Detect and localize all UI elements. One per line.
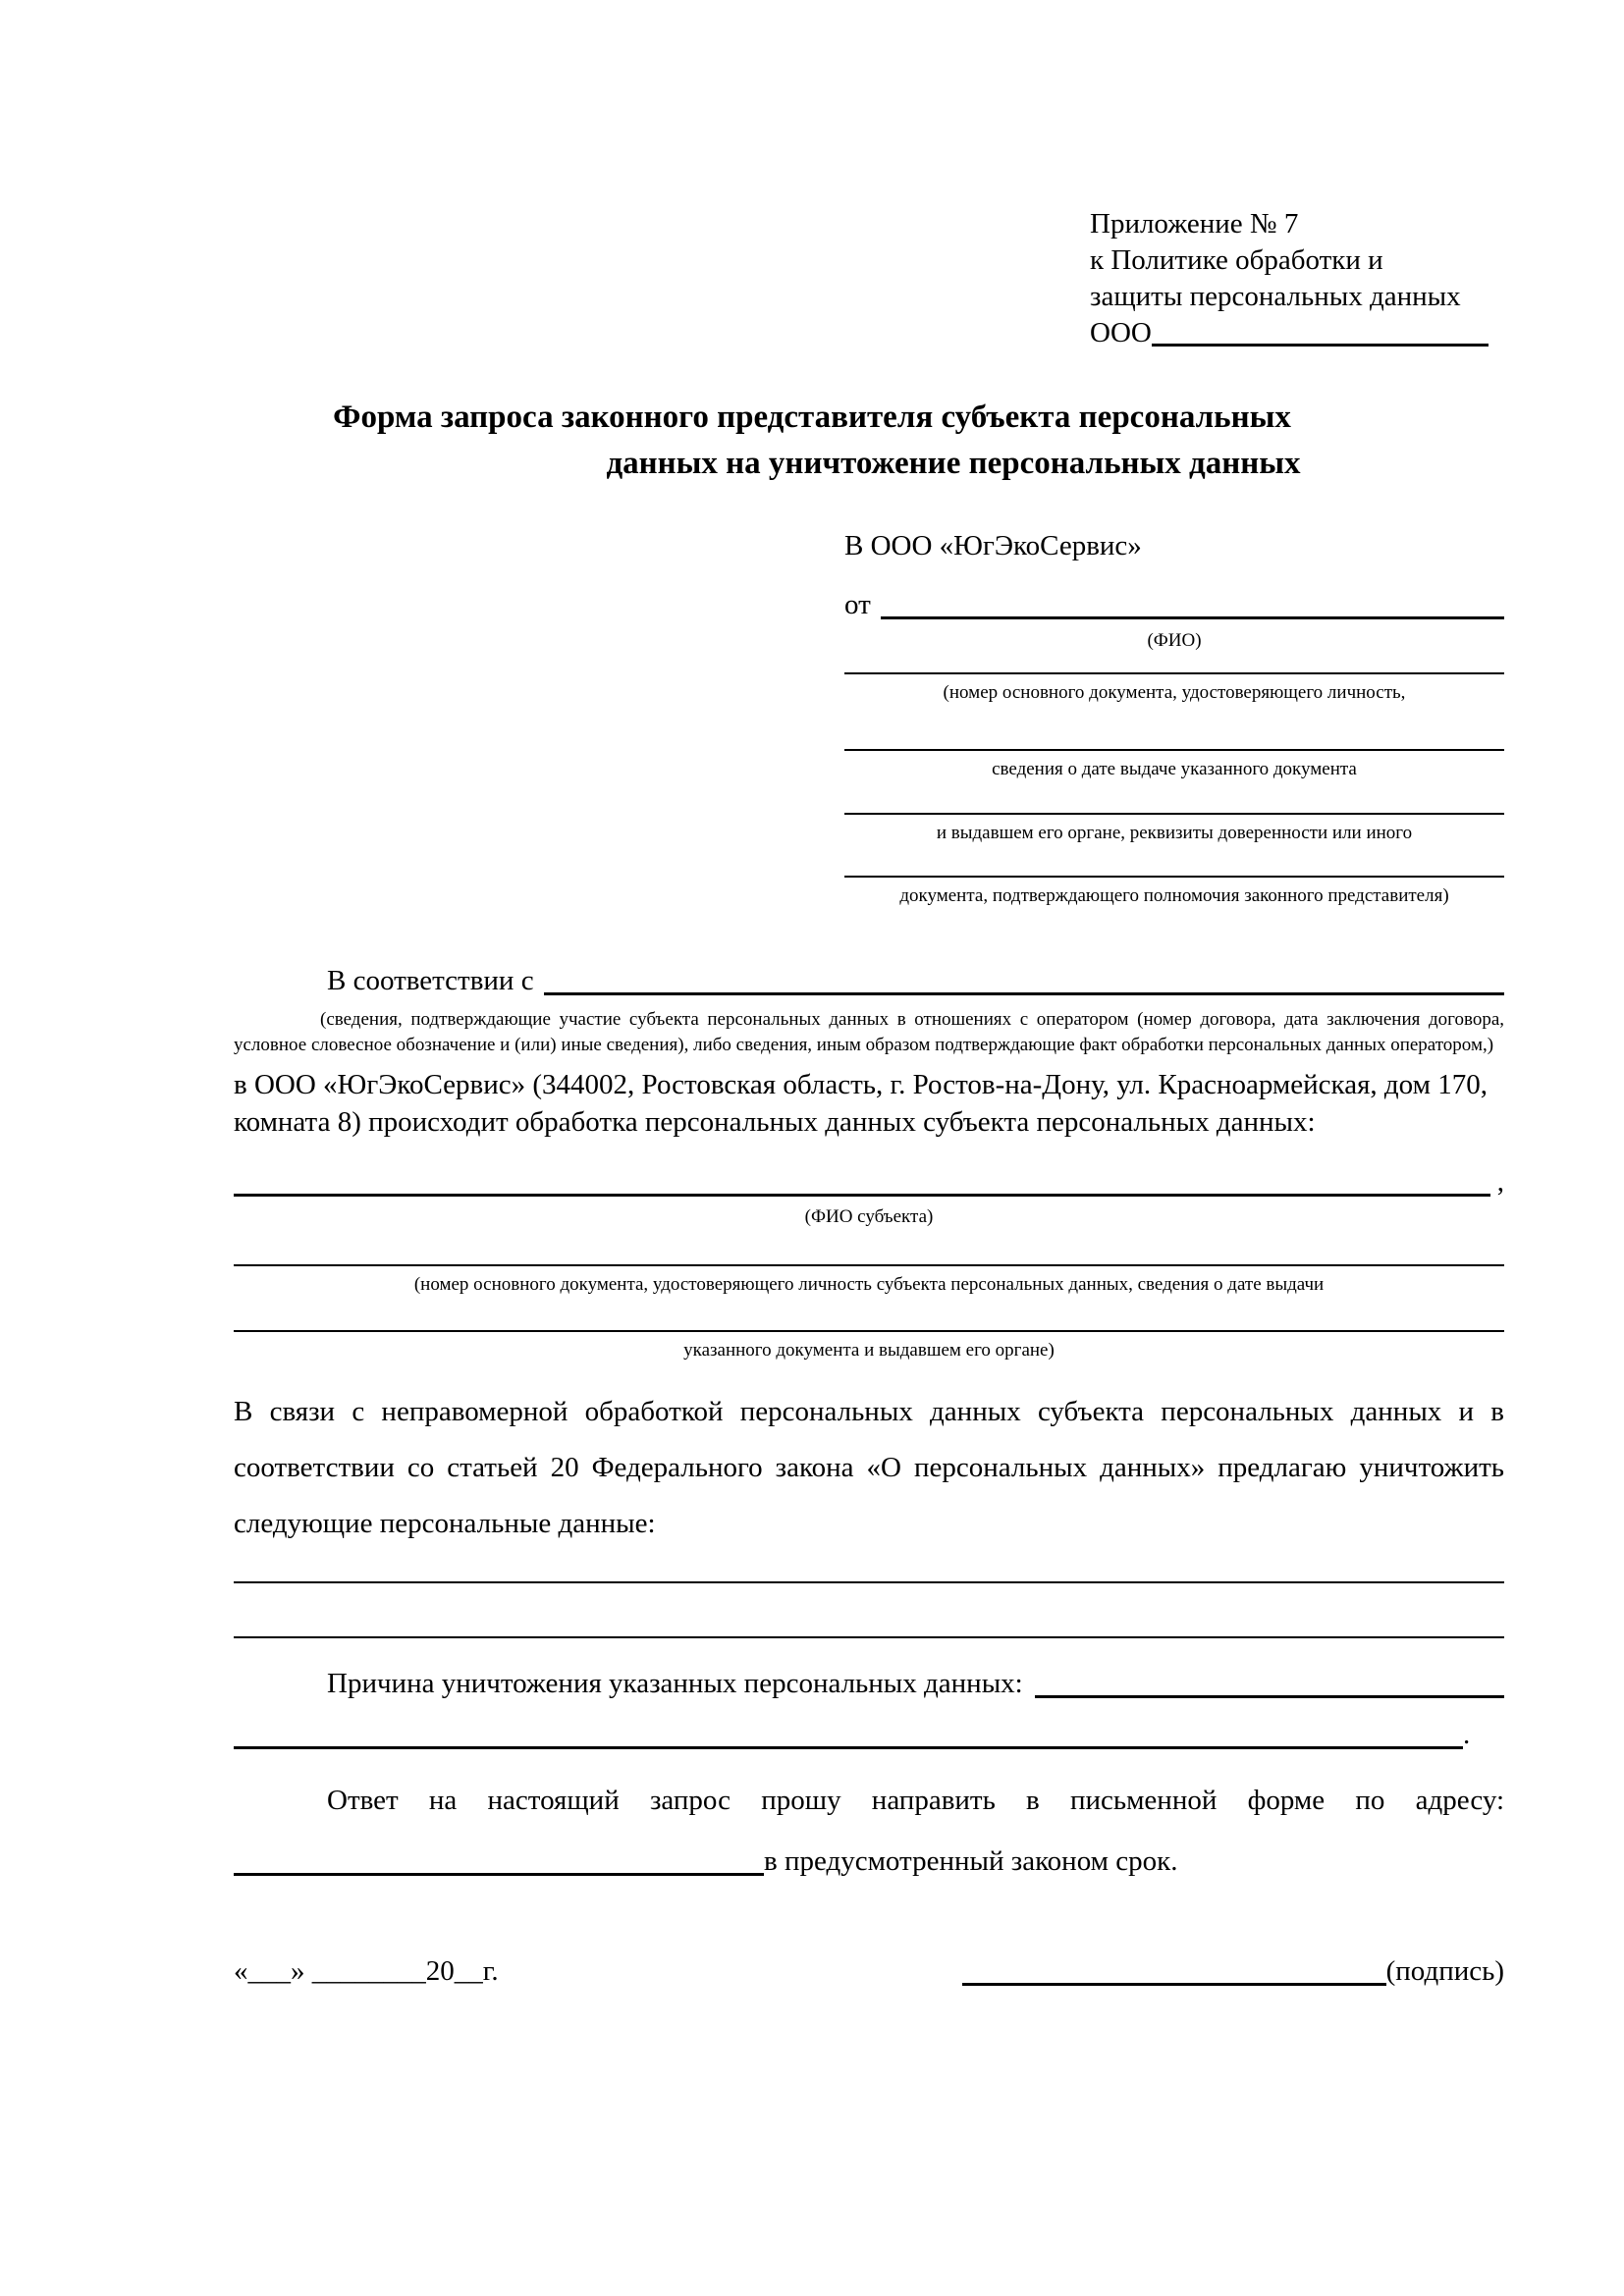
blank-line bbox=[844, 672, 1504, 674]
document-title bbox=[0, 395, 1624, 487]
blank-line bbox=[234, 1746, 1463, 1749]
blank-line bbox=[844, 876, 1504, 878]
data-blank-line-2 bbox=[234, 1636, 1504, 1638]
representative-doc-field-3 bbox=[844, 813, 1504, 845]
document-body bbox=[234, 963, 1504, 1990]
subject-fio-caption: (ФИО субъекта) bbox=[804, 1206, 934, 1227]
signature-group bbox=[962, 1953, 1504, 1990]
appendix-line-3: защиты персональных данных bbox=[1090, 281, 1461, 312]
signature-blank-field bbox=[962, 1983, 1386, 1986]
field-caption: сведения о дате выдаче указанного документа bbox=[992, 759, 1357, 779]
title-line-1: Форма запроса законного представителя субъекта персональных bbox=[333, 400, 1291, 435]
blank-line bbox=[234, 1194, 1490, 1197]
ooo-blank-field bbox=[1152, 344, 1489, 347]
from-line bbox=[844, 587, 1504, 623]
appendix-line-1: Приложение № 7 bbox=[1090, 208, 1299, 240]
field-caption: указанного документа и выдавшем его органе) bbox=[683, 1340, 1055, 1361]
line-suffix: . bbox=[1463, 1719, 1471, 1750]
reply-paragraph: Ответ на настоящий запрос прошу направить в письменной форме по адресу: bbox=[327, 1785, 1504, 1816]
blank-line bbox=[844, 749, 1504, 751]
address-blank-field bbox=[234, 1873, 764, 1876]
accordance-note: (сведения, подтверждающие участие субъекта персональных данных в отношениях с оператором (номер договора, дата заключения договора, условное словесное обозначение и (или) иные сведения), либо сведения, иным образом подтверждающие факт обработки персональных данных оператором,) bbox=[234, 1009, 1504, 1055]
accordance-blank-field bbox=[544, 992, 1504, 995]
representative-doc-field-4 bbox=[844, 876, 1504, 908]
fio-caption: (ФИО) bbox=[1147, 630, 1202, 651]
from-label: от bbox=[844, 589, 871, 620]
field-caption: и выдавшем его органе, реквизиты доверенности или иного bbox=[936, 823, 1413, 843]
date-line: «___» ________20__г. bbox=[234, 1955, 499, 1987]
date-signature-row bbox=[234, 1953, 1504, 1990]
blank-line bbox=[234, 1264, 1504, 1266]
representative-doc-field-2 bbox=[844, 749, 1504, 781]
accordance-label: В соответствии с bbox=[327, 965, 534, 996]
field-caption: (номер основного документа, удостоверяющего личность, bbox=[943, 682, 1406, 703]
field-caption: (номер основного документа, удостоверяющего личность субъекта персональных данных, сведения о дате выдачи bbox=[413, 1274, 1325, 1295]
subject-fio-field bbox=[234, 1164, 1504, 1201]
blank-line bbox=[234, 1330, 1504, 1332]
addressee-to: В ООО «ЮгЭкоСервис» bbox=[844, 530, 1142, 561]
signature-caption: (подпись) bbox=[1385, 1955, 1504, 1987]
operator-paragraph: в ООО «ЮгЭкоСервис» (344002, Ростовская область, г. Ростов-на-Дону, ул. Красноармейская, дом 170, комната 8) происходит обработка персональных данных субъекта персональных данных: bbox=[234, 1069, 1488, 1138]
accordance-line bbox=[234, 963, 1504, 999]
appendix-header bbox=[1090, 206, 1489, 351]
representative-doc-field-1 bbox=[844, 672, 1504, 705]
data-blank-line-1 bbox=[234, 1581, 1504, 1583]
request-paragraph: В связи с неправомерной обработкой персональных данных субъекта персональных данных и в соответствии со статьей 20 Федерального закона «О персональных данных» предлагаю уничтожить следующие персональные данные: bbox=[234, 1396, 1504, 1539]
reason-continuation-line bbox=[234, 1717, 1504, 1753]
blank-line bbox=[844, 813, 1504, 815]
reason-label: Причина уничтожения указанных персональных данных: bbox=[327, 1668, 1023, 1699]
line-suffix: , bbox=[1496, 1166, 1504, 1198]
ooo-label: ООО bbox=[1090, 317, 1152, 348]
appendix-line-2: к Политике обработки и bbox=[1090, 244, 1383, 276]
from-blank-field bbox=[881, 616, 1504, 619]
field-caption: документа, подтверждающего полномочия законного представителя) bbox=[899, 885, 1449, 906]
reason-line bbox=[234, 1666, 1504, 1702]
reply-suffix: в предусмотренный законом срок. bbox=[764, 1845, 1178, 1877]
subject-doc-field-1 bbox=[234, 1264, 1504, 1297]
appendix-ooo-line bbox=[1090, 315, 1489, 351]
title-line-2: данных на уничтожение персональных данных bbox=[606, 446, 1301, 481]
reason-blank-field bbox=[1035, 1695, 1504, 1698]
addressee-block bbox=[844, 528, 1504, 908]
reply-address-line bbox=[234, 1843, 1504, 1880]
subject-doc-field-2 bbox=[234, 1330, 1504, 1362]
